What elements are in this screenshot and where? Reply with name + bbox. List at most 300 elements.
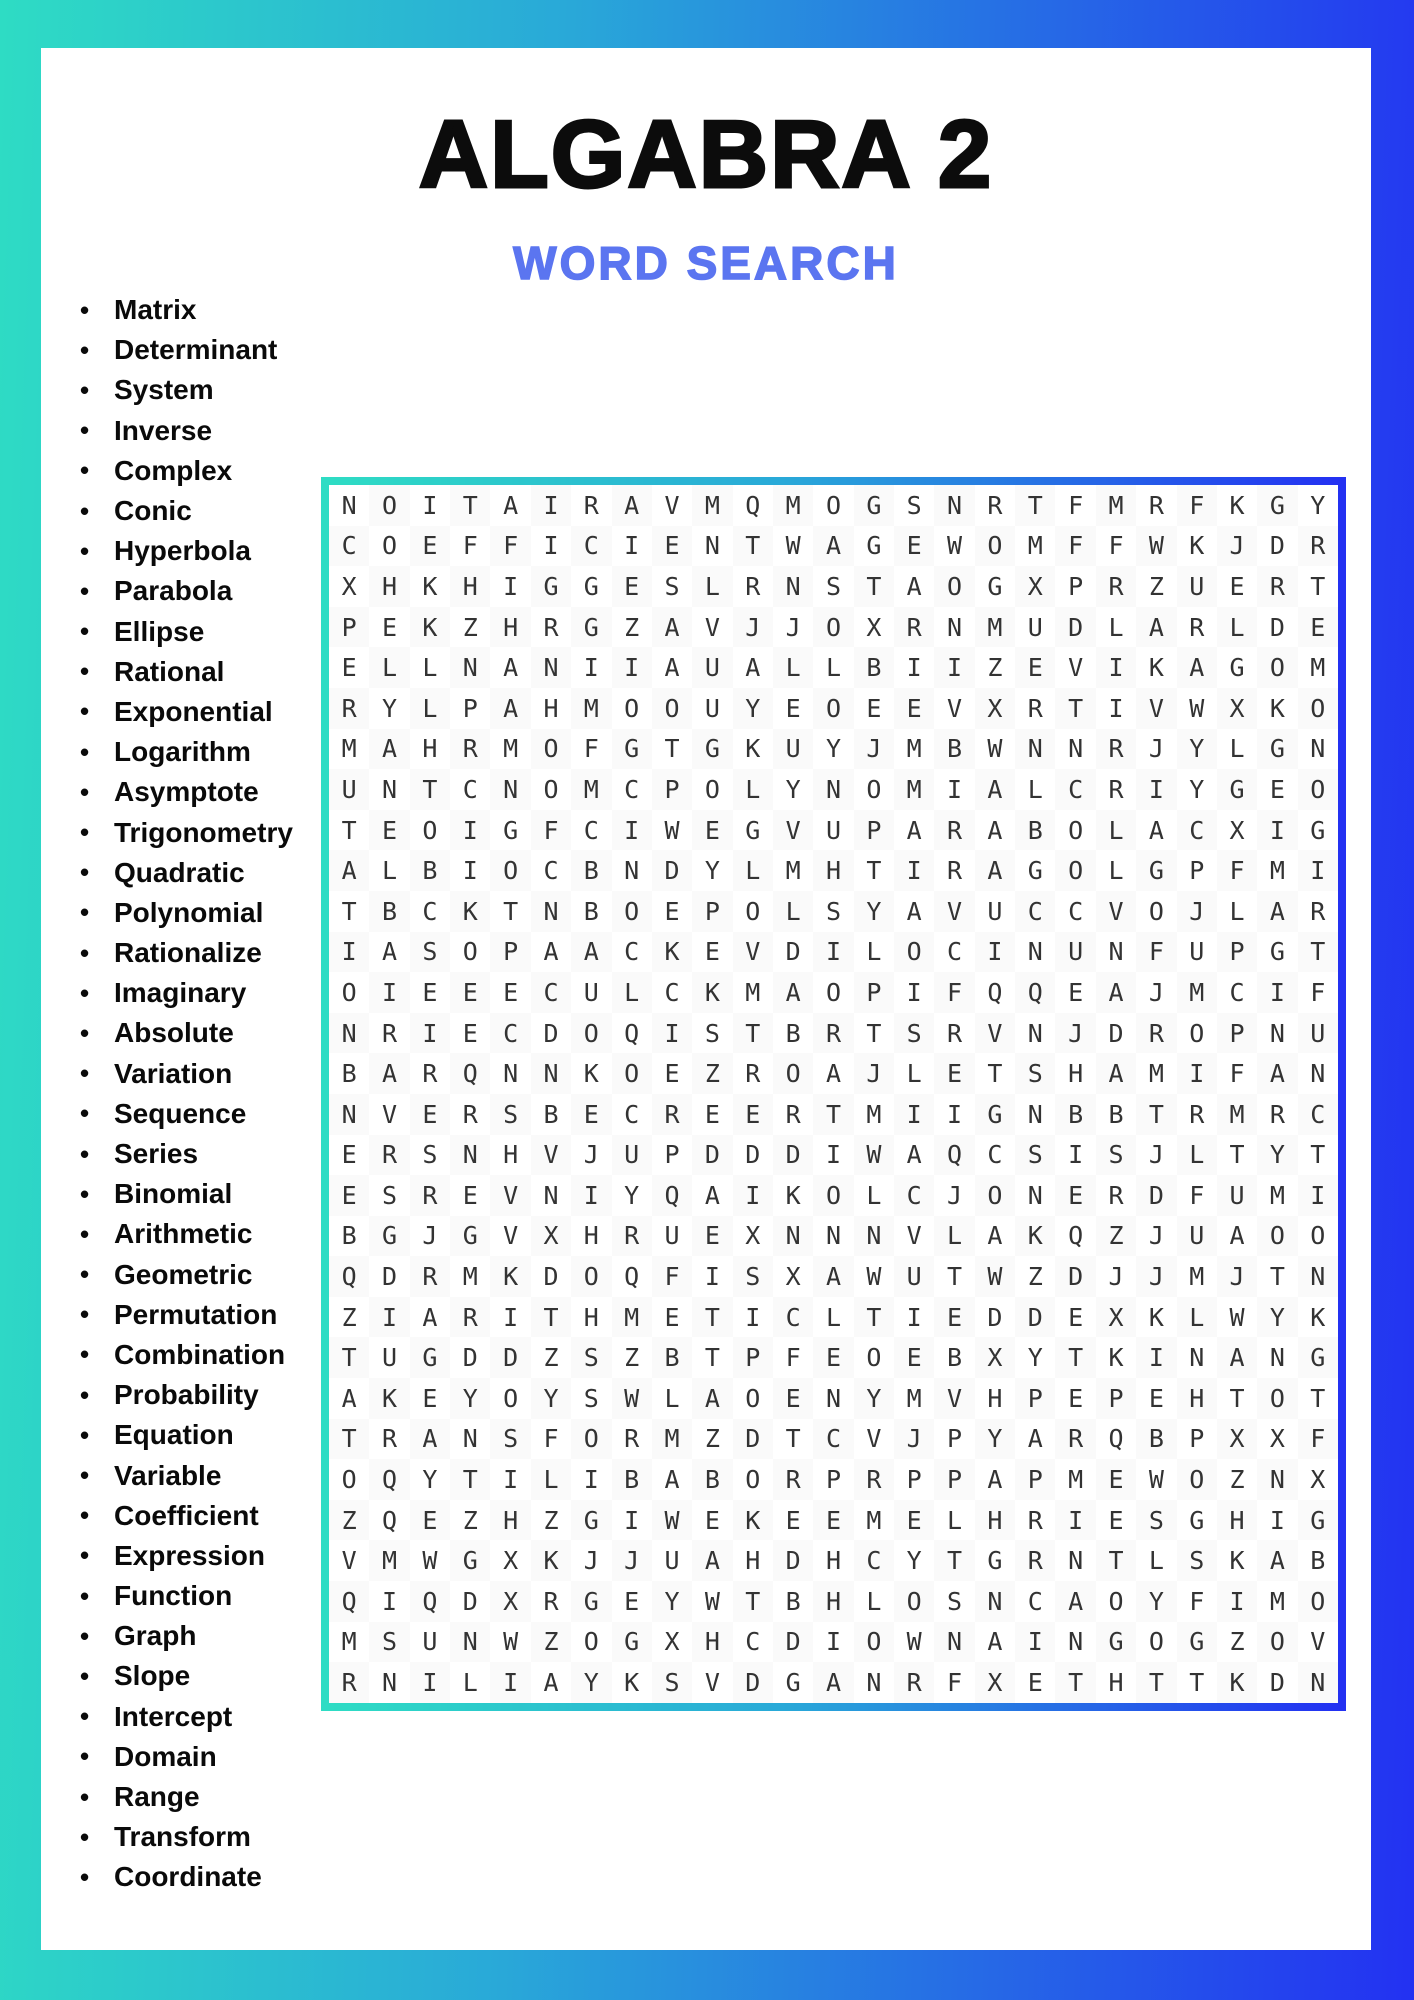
grid-cell: Y: [571, 1662, 611, 1703]
grid-cell: R: [624, 1424, 640, 1454]
grid-cell: Z: [543, 1343, 559, 1373]
grid-cell: I: [745, 1302, 761, 1332]
grid-cell: E: [1148, 1383, 1164, 1413]
word-label: Exponential: [114, 695, 273, 727]
grid-cell: V: [531, 1135, 571, 1176]
grid-cell: A: [975, 769, 1015, 810]
grid-cell: I: [571, 1175, 611, 1216]
grid-row: [329, 1216, 1338, 1257]
grid-cell: H: [490, 1500, 530, 1541]
grid-cell: L: [531, 1459, 571, 1500]
grid-cell: L: [1177, 1135, 1217, 1176]
grid-cell: W: [866, 1262, 882, 1292]
grid-cell: C: [1027, 1586, 1043, 1616]
grid-cell: A: [825, 1059, 842, 1089]
grid-cell: Z: [624, 1343, 640, 1373]
grid-cell: L: [1177, 1297, 1217, 1338]
grid-cell: N: [1298, 1662, 1338, 1703]
grid-cell: G: [612, 1622, 652, 1663]
grid-cell: X: [1310, 1465, 1326, 1495]
bullet-icon: •: [80, 1660, 90, 1691]
word-list-item: [76, 772, 293, 812]
grid-cell: P: [692, 891, 732, 932]
grid-cell: Q: [369, 1459, 409, 1500]
grid-cell: R: [450, 1297, 490, 1338]
grid-cell: J: [612, 1540, 652, 1581]
grid-cell: C: [745, 1627, 761, 1657]
grid-cell: D: [462, 1586, 478, 1616]
grid-cell: S: [422, 1140, 438, 1170]
grid-cell: U: [894, 1256, 934, 1297]
grid-cell: Z: [329, 1500, 369, 1541]
grid-cell: N: [1027, 1099, 1043, 1129]
grid-cell: H: [583, 1302, 599, 1332]
grid-cell: I: [490, 1662, 530, 1703]
grid-cell: I: [1136, 1337, 1176, 1378]
word-list-item: [76, 1255, 293, 1295]
grid-cell: P: [490, 932, 530, 973]
grid-cell: H: [813, 1581, 853, 1622]
grid-cell: X: [785, 1262, 801, 1292]
grid-cell: R: [1096, 729, 1136, 770]
grid-cell: L: [462, 1668, 478, 1698]
letter-grid: [329, 485, 1338, 1703]
grid-cell: W: [612, 1378, 652, 1419]
grid-cell: N: [773, 1216, 813, 1257]
grid-cell: Q: [987, 977, 1003, 1007]
bullet-icon: •: [80, 1861, 90, 1892]
grid-cell: F: [1108, 531, 1124, 561]
grid-cell: G: [531, 566, 571, 607]
grid-cell: E: [1108, 1505, 1124, 1535]
grid-cell: O: [1148, 896, 1164, 926]
grid-cell: R: [329, 1662, 369, 1703]
bullet-icon: •: [80, 696, 90, 727]
grid-cell: V: [975, 1013, 1015, 1054]
bullet-icon: •: [80, 1259, 90, 1290]
grid-cell: A: [422, 1302, 438, 1332]
word-label: Polynomial: [114, 896, 264, 928]
grid-row: [329, 1581, 1338, 1622]
grid-cell: D: [1108, 1018, 1124, 1048]
grid-cell: W: [422, 1546, 438, 1576]
grid-cell: E: [664, 1302, 680, 1332]
grid-cell: R: [773, 1459, 813, 1500]
grid-cell: E: [813, 1500, 853, 1541]
grid-cell: C: [854, 1540, 894, 1581]
grid-row: [329, 810, 1338, 851]
grid-cell: T: [813, 1094, 853, 1135]
grid-cell: E: [462, 1180, 478, 1210]
grid-cell: C: [422, 896, 438, 926]
word-label: Quadratic: [114, 856, 245, 888]
grid-cell: A: [906, 815, 922, 845]
grid-cell: R: [382, 1424, 398, 1454]
grid-cell: B: [1108, 1099, 1124, 1129]
grid-cell: H: [745, 1546, 761, 1576]
grid-cell: A: [813, 1662, 853, 1703]
grid-cell: H: [1177, 1378, 1217, 1419]
grid-cell: S: [369, 1622, 409, 1663]
grid-cell: B: [543, 1099, 559, 1129]
word-list-item: [76, 692, 293, 732]
grid-cell: A: [369, 729, 409, 770]
grid-cell: Q: [450, 1053, 490, 1094]
grid-cell: K: [652, 932, 692, 973]
grid-cell: W: [1136, 526, 1176, 567]
word-label: Hyperbola: [114, 535, 251, 567]
grid-cell: X: [490, 1581, 530, 1622]
grid-cell: Z: [987, 653, 1003, 683]
grid-cell: O: [624, 693, 640, 723]
word-list-item: [76, 1335, 293, 1375]
grid-cell: S: [571, 1337, 611, 1378]
grid-row: [329, 566, 1338, 607]
grid-cell: W: [652, 1500, 692, 1541]
bullet-icon: •: [80, 977, 90, 1008]
grid-cell: C: [624, 774, 640, 804]
word-label: Function: [114, 1580, 233, 1612]
grid-cell: E: [329, 1175, 369, 1216]
grid-row: [329, 1419, 1338, 1460]
grid-cell: F: [462, 531, 478, 561]
grid-cell: N: [1027, 1180, 1043, 1210]
grid-cell: O: [825, 490, 842, 520]
grid-cell: T: [1310, 1140, 1326, 1170]
grid-cell: J: [1108, 1262, 1124, 1292]
grid-cell: Y: [1257, 1135, 1297, 1176]
grid-cell: T: [1055, 1662, 1095, 1703]
grid-cell: A: [987, 815, 1003, 845]
grid-cell: L: [866, 937, 882, 967]
grid-cell: L: [1096, 810, 1136, 851]
grid-cell: Q: [1068, 1221, 1084, 1251]
grid-cell: P: [1189, 856, 1205, 886]
grid-cell: B: [341, 1221, 357, 1251]
grid-cell: Z: [531, 1622, 571, 1663]
grid-cell: D: [382, 1262, 398, 1292]
grid-cell: L: [422, 653, 438, 683]
bullet-icon: •: [80, 897, 90, 928]
grid-cell: T: [410, 769, 450, 810]
grid-cell: A: [543, 937, 559, 967]
bullet-icon: •: [80, 1741, 90, 1772]
grid-cell: R: [369, 1135, 409, 1176]
grid-cell: M: [571, 688, 611, 729]
grid-cell: A: [382, 937, 398, 967]
grid-cell: Q: [624, 1262, 640, 1292]
grid-cell: Y: [854, 891, 894, 932]
word-list-item: [76, 411, 293, 451]
word-label: Absolute: [114, 1017, 234, 1049]
grid-cell: P: [1217, 932, 1257, 973]
grid-cell: L: [906, 1059, 922, 1089]
grid-cell: I: [825, 1140, 842, 1170]
word-label: Graph: [114, 1620, 197, 1652]
grid-cell: S: [906, 490, 922, 520]
grid-cell: W: [704, 1586, 720, 1616]
grid-cell: T: [329, 1419, 369, 1460]
grid-cell: T: [450, 485, 490, 526]
grid-cell: N: [543, 1180, 559, 1210]
grid-cell: O: [1257, 647, 1297, 688]
grid-cell: R: [745, 1059, 761, 1089]
grid-cell: E: [1068, 1383, 1084, 1413]
grid-cell: O: [503, 1383, 519, 1413]
grid-cell: D: [1136, 1175, 1176, 1216]
grid-cell: P: [329, 607, 369, 648]
grid-cell: D: [773, 1622, 813, 1663]
grid-cell: A: [1096, 972, 1136, 1013]
grid-cell: G: [571, 607, 611, 648]
grid-cell: V: [906, 1221, 922, 1251]
grid-cell: J: [1148, 977, 1164, 1007]
grid-cell: V: [947, 693, 963, 723]
grid-cell: E: [866, 693, 882, 723]
word-list-item: [76, 1134, 293, 1174]
grid-cell: M: [785, 856, 801, 886]
word-list: [76, 290, 293, 1898]
grid-cell: K: [745, 734, 761, 764]
grid-cell: I: [1177, 1053, 1217, 1094]
grid-cell: G: [612, 729, 652, 770]
grid-cell: D: [1269, 531, 1285, 561]
grid-cell: S: [382, 1180, 398, 1210]
grid-cell: Z: [543, 1505, 559, 1535]
grid-cell: E: [503, 977, 519, 1007]
grid-row: [329, 688, 1338, 729]
grid-cell: L: [1229, 734, 1245, 764]
grid-cell: A: [987, 1465, 1003, 1495]
grid-cell: I: [531, 485, 571, 526]
grid-cell: G: [369, 1216, 409, 1257]
word-label: Slope: [114, 1660, 191, 1692]
grid-cell: O: [1068, 815, 1084, 845]
grid-cell: Y: [906, 1546, 922, 1576]
grid-cell: U: [1177, 1216, 1217, 1257]
grid-cell: B: [1310, 1546, 1326, 1576]
grid-cell: V: [1136, 688, 1176, 729]
grid-cell: T: [934, 1540, 974, 1581]
grid-cell: R: [1055, 1419, 1095, 1460]
grid-cell: U: [664, 1546, 680, 1576]
grid-cell: M: [462, 1262, 478, 1292]
grid-cell: A: [503, 490, 519, 520]
grid-cell: T: [692, 1297, 732, 1338]
grid-cell: Y: [1177, 729, 1217, 770]
word-label: Trigonometry: [114, 816, 293, 848]
grid-cell: E: [624, 1586, 640, 1616]
grid-cell: A: [664, 653, 680, 683]
grid-cell: T: [866, 1018, 882, 1048]
grid-cell: V: [382, 1099, 398, 1129]
word-label: Asymptote: [114, 776, 259, 808]
grid-cell: A: [906, 1140, 922, 1170]
grid-cell: X: [866, 612, 882, 642]
grid-cell: K: [1310, 1302, 1326, 1332]
grid-cell: O: [531, 729, 571, 770]
grid-cell: W: [854, 1135, 894, 1176]
grid-cell: M: [652, 1419, 692, 1460]
grid-cell: L: [733, 850, 773, 891]
word-label: Coefficient: [114, 1499, 259, 1531]
grid-row: [329, 729, 1338, 770]
grid-cell: S: [410, 932, 450, 973]
page-title: ALGABRA 2: [418, 101, 994, 208]
grid-cell: P: [1096, 1378, 1136, 1419]
grid-cell: I: [624, 1505, 640, 1535]
grid-cell: Q: [382, 1505, 398, 1535]
word-label: Determinant: [114, 334, 278, 366]
grid-cell: O: [382, 531, 398, 561]
grid-cell: T: [1189, 1668, 1205, 1698]
grid-cell: J: [1217, 1256, 1257, 1297]
grid-cell: U: [1027, 612, 1043, 642]
grid-cell: T: [664, 734, 680, 764]
grid-cell: N: [1298, 1256, 1338, 1297]
grid-cell: Q: [652, 1175, 692, 1216]
grid-cell: U: [329, 769, 369, 810]
grid-cell: L: [825, 1302, 842, 1332]
grid-cell: B: [583, 896, 599, 926]
word-label: Arithmetic: [114, 1218, 253, 1250]
grid-cell: L: [664, 1383, 680, 1413]
grid-cell: U: [1177, 566, 1217, 607]
grid-cell: O: [1177, 1459, 1217, 1500]
grid-cell: D: [652, 850, 692, 891]
word-label: Binomial: [114, 1178, 233, 1210]
grid-cell: L: [382, 856, 398, 886]
grid-cell: T: [733, 526, 773, 567]
grid-cell: G: [1269, 937, 1285, 967]
word-label: Inverse: [114, 414, 213, 446]
grid-cell: N: [1068, 1627, 1084, 1657]
bullet-icon: •: [80, 1379, 90, 1410]
grid-cell: A: [410, 1419, 450, 1460]
grid-cell: S: [733, 1256, 773, 1297]
grid-cell: O: [612, 891, 652, 932]
grid-cell: N: [382, 774, 398, 804]
grid-cell: I: [583, 653, 599, 683]
grid-cell: K: [1217, 1662, 1257, 1703]
grid-cell: R: [422, 1059, 438, 1089]
grid-cell: P: [854, 972, 894, 1013]
grid-cell: R: [1310, 896, 1326, 926]
grid-cell: N: [450, 647, 490, 688]
grid-cell: M: [341, 1627, 357, 1657]
grid-cell: Z: [1096, 1216, 1136, 1257]
grid-cell: E: [1055, 1175, 1095, 1216]
grid-cell: U: [1055, 932, 1095, 973]
grid-cell: S: [490, 1419, 530, 1460]
grid-cell: E: [422, 977, 438, 1007]
grid-cell: T: [1055, 688, 1095, 729]
grid-cell: M: [1177, 972, 1217, 1013]
word-list-item: [76, 491, 293, 531]
grid-cell: F: [1189, 1180, 1205, 1210]
word-label: Geometric: [114, 1258, 253, 1290]
grid-row: [329, 1662, 1338, 1703]
grid-cell: A: [1257, 1053, 1297, 1094]
grid-cell: A: [341, 1383, 357, 1413]
grid-cell: N: [1257, 1459, 1297, 1500]
grid-cell: T: [987, 1059, 1003, 1089]
bullet-icon: •: [80, 1419, 90, 1450]
grid-cell: J: [1148, 1140, 1164, 1170]
grid-cell: F: [1136, 932, 1176, 973]
grid-cell: G: [503, 815, 519, 845]
grid-cell: I: [422, 490, 438, 520]
grid-cell: F: [785, 1343, 801, 1373]
word-list-item: [76, 1054, 293, 1094]
grid-cell: J: [583, 1140, 599, 1170]
grid-cell: X: [503, 1546, 519, 1576]
word-search-grid: [321, 477, 1346, 1711]
page-subtitle: WORD SEARCH: [513, 237, 899, 289]
word-label: Equation: [114, 1419, 234, 1451]
grid-cell: L: [692, 566, 732, 607]
grid-cell: P: [664, 1140, 680, 1170]
word-list-item: [76, 1737, 293, 1777]
grid-cell: U: [825, 815, 842, 845]
grid-cell: T: [329, 1337, 369, 1378]
grid-row: [329, 1094, 1338, 1135]
grid-cell: H: [422, 734, 438, 764]
grid-cell: T: [733, 1013, 773, 1054]
grid-cell: A: [1257, 891, 1297, 932]
grid-cell: V: [1310, 1627, 1326, 1657]
grid-cell: X: [1217, 688, 1257, 729]
grid-cell: O: [745, 896, 761, 926]
grid-cell: C: [490, 1013, 530, 1054]
grid-cell: O: [612, 1053, 652, 1094]
grid-cell: C: [1298, 1094, 1338, 1135]
grid-cell: N: [934, 1622, 974, 1663]
grid-cell: R: [785, 1099, 801, 1129]
grid-cell: J: [1217, 526, 1257, 567]
word-label: Transform: [114, 1821, 251, 1853]
grid-cell: I: [704, 1262, 720, 1292]
grid-cell: P: [1189, 1424, 1205, 1454]
grid-row: [329, 526, 1338, 567]
grid-row: [329, 1013, 1338, 1054]
grid-cell: C: [947, 937, 963, 967]
grid-cell: Q: [329, 1256, 369, 1297]
grid-cell: L: [866, 1180, 882, 1210]
grid-cell: R: [1027, 693, 1043, 723]
grid-cell: D: [1055, 1256, 1095, 1297]
grid-cell: R: [652, 1094, 692, 1135]
grid-cell: Z: [462, 1505, 478, 1535]
word-label: System: [114, 374, 214, 406]
word-list-item: [76, 1496, 293, 1536]
grid-cell: B: [571, 850, 611, 891]
grid-cell: F: [1055, 526, 1095, 567]
bullet-icon: •: [80, 374, 90, 405]
grid-cell: E: [612, 566, 652, 607]
grid-cell: O: [975, 526, 1015, 567]
grid-cell: O: [1257, 1216, 1297, 1257]
grid-cell: Z: [462, 612, 478, 642]
bullet-icon: •: [80, 1098, 90, 1129]
word-list-item: [76, 531, 293, 571]
grid-cell: D: [1015, 1297, 1055, 1338]
grid-cell: I: [1015, 1622, 1055, 1663]
grid-cell: S: [1177, 1540, 1217, 1581]
grid-cell: X: [1015, 566, 1055, 607]
grid-cell: N: [813, 769, 853, 810]
grid-cell: X: [341, 571, 357, 601]
